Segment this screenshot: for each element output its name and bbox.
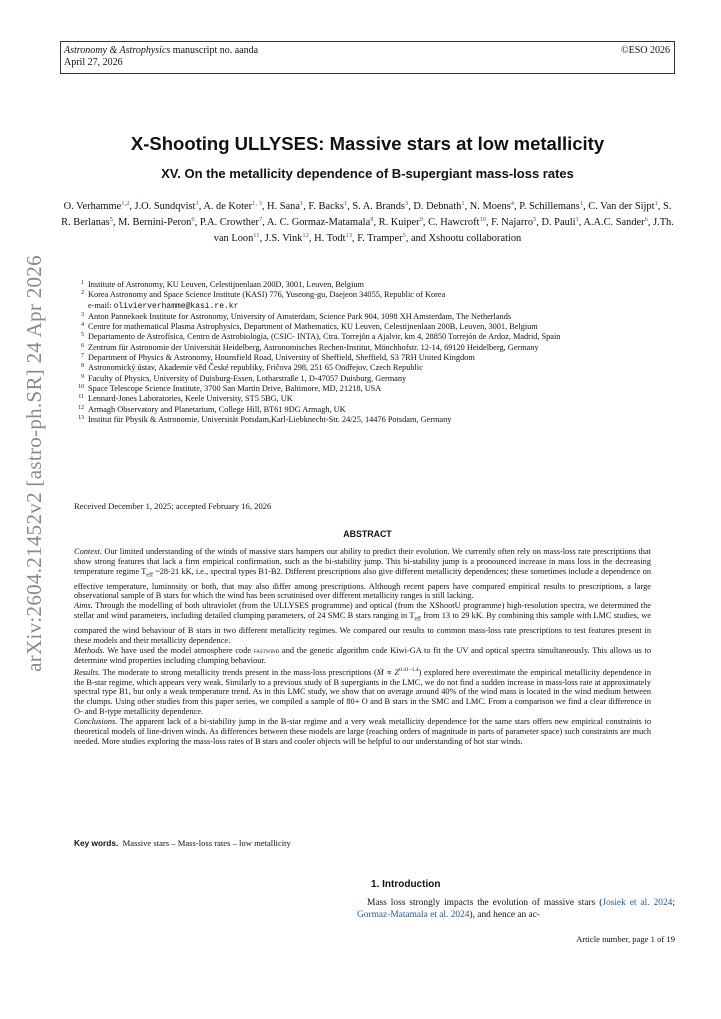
collaboration: and Xshootu collaboration bbox=[411, 233, 522, 244]
author-name: A.A.C. Sander bbox=[583, 217, 645, 228]
affiliation-text: Anton Pannekoek Institute for Astronomy, University of Amsterdam, Science Park 904, 1098 XH Amsterdam, The Netherlands bbox=[88, 311, 512, 321]
author-separator: , bbox=[578, 217, 584, 228]
author-name: R. Kuiper bbox=[378, 217, 420, 228]
affiliation-number: 6 bbox=[81, 342, 84, 349]
section-heading-introduction: 1. Introduction bbox=[371, 879, 441, 890]
affiliation-item bbox=[74, 312, 674, 322]
arxiv-stamp-text: arXiv:2604.21452v2 [astro-ph.SR] 24 Apr 2026 bbox=[21, 254, 46, 672]
keywords-label: Key words. bbox=[74, 838, 119, 848]
author-name: N. Moens bbox=[469, 201, 511, 212]
affiliation-item bbox=[74, 405, 674, 415]
manuscript-header bbox=[60, 41, 675, 74]
author-separator: , bbox=[347, 201, 353, 212]
affiliation-item bbox=[74, 415, 674, 425]
affiliation-marker[interactable]: 1,2 bbox=[121, 200, 130, 207]
keywords-text: Massive stars – Mass-loss rates – low metallicity bbox=[122, 838, 291, 848]
received-dates: Received December 1, 2025; accepted February 16, 2026 bbox=[74, 501, 272, 511]
page-number: Article number, page 1 of 19 bbox=[576, 934, 675, 944]
author-name: F. Backs bbox=[308, 201, 344, 212]
affiliation-marker[interactable]: 1 bbox=[579, 200, 584, 207]
abstract-heading: ABSTRACT bbox=[343, 529, 392, 539]
abstract-body bbox=[74, 547, 651, 747]
author-separator: , bbox=[464, 201, 470, 212]
author-separator: , bbox=[262, 217, 267, 228]
affiliation-marker[interactable]: 1 bbox=[461, 200, 465, 207]
affiliation-text: Armagh Observatory and Planetarium, College Hill, BT61 9DG Armagh, UK bbox=[88, 404, 346, 414]
author-name: P. Schillemans bbox=[519, 201, 580, 212]
intro-separator: ; bbox=[672, 898, 675, 908]
author-separator: , bbox=[485, 217, 492, 228]
author-separator: , bbox=[351, 233, 358, 244]
intro-text: Mass loss strongly impacts the evolution of massive stars ( bbox=[367, 898, 603, 908]
affiliation-text: Institut für Physik & Astronomie, Universität Potsdam,Karl-Liebknecht-Str. 24/25, 14476 Potsdam, Germany bbox=[88, 414, 452, 424]
header-line-1 bbox=[64, 45, 671, 57]
author-name: J.Th. van Loon bbox=[213, 217, 674, 244]
affiliation-marker[interactable]: 8 bbox=[370, 216, 374, 223]
abstract-context bbox=[74, 547, 651, 601]
affiliation-text: Department of Physics & Astronomy, Hounsfield Road, University of Sheffield, Sheffield, S3 7RH United Kingdom bbox=[88, 353, 475, 363]
author-name: P.A. Crowther bbox=[199, 217, 260, 228]
affiliation-number: 9 bbox=[81, 373, 84, 380]
affiliation-list bbox=[74, 280, 674, 425]
affiliation-marker[interactable]: 5 bbox=[533, 216, 537, 223]
affiliation-text: Institute of Astronomy, KU Leuven, Celestijnenlaan 200D, 3001, Leuven, Belgium bbox=[88, 280, 364, 289]
author-separator: , bbox=[422, 217, 429, 228]
author-name: S. R. Berlanas bbox=[61, 201, 672, 228]
author-name: C. Hawcroft bbox=[428, 217, 480, 228]
affiliation-number: 2 bbox=[81, 290, 84, 297]
author-names bbox=[61, 201, 674, 244]
introduction-text bbox=[357, 898, 675, 921]
teff-subscript: eff bbox=[414, 617, 421, 624]
author-separator: , bbox=[373, 217, 379, 228]
affiliation-marker[interactable]: 1, 3 bbox=[252, 200, 262, 207]
abstract-conclusions bbox=[74, 717, 651, 747]
citation-link[interactable]: Josiek et al. 2024 bbox=[602, 898, 673, 908]
author-separator: , bbox=[657, 201, 663, 212]
affiliation-item bbox=[74, 363, 674, 373]
author-separator: , bbox=[198, 201, 204, 212]
affiliation-text: Lennard-Jones Laboratories, Keele University, ST5 5BG, UK bbox=[88, 394, 293, 404]
affiliation-marker[interactable]: 1 bbox=[195, 200, 199, 207]
author-name: D. Pauli bbox=[541, 217, 576, 228]
affiliation-text: Space Telescope Science Institute, 3700 San Martin Drive, Baltimore, MD, 21218, USA bbox=[88, 383, 382, 393]
paper-title: X-Shooting ULLYSES: Massive stars at low metallicity bbox=[130, 133, 605, 154]
teff-subscript: eff bbox=[146, 572, 153, 579]
affiliation-item bbox=[74, 374, 674, 384]
affiliation-item bbox=[74, 290, 674, 300]
methods-label: Methods. bbox=[74, 645, 105, 655]
author-name: A. C. Gormaz-Matamala bbox=[266, 217, 371, 228]
affiliation-text: Zentrum für Astronomie der Universität Heidelberg, Astronomisches Rechen-Institut, Mönchhofstr. 12-14, 69120 Heidelberg, Germany bbox=[88, 342, 539, 352]
affiliation-marker[interactable]: 6 bbox=[191, 216, 195, 223]
aims-label: Aims. bbox=[74, 601, 93, 611]
author-name: S. A. Brands bbox=[352, 201, 405, 212]
affiliation-marker[interactable]: 9 bbox=[419, 216, 423, 223]
copyright-notice: ©ESO 2026 bbox=[621, 45, 670, 56]
context-label: Context. bbox=[74, 547, 103, 556]
results-label: Results. bbox=[74, 667, 101, 677]
affiliation-marker[interactable]: 5 bbox=[402, 232, 406, 239]
affiliation-marker[interactable]: 6 bbox=[644, 216, 648, 223]
affiliation-marker[interactable]: 12 bbox=[302, 232, 309, 239]
author-name: A. de Koter bbox=[203, 201, 253, 212]
affiliation-number: 13 bbox=[78, 414, 84, 421]
author-name: M. Bernini-Peron bbox=[118, 217, 192, 228]
affiliation-marker[interactable]: 13 bbox=[345, 232, 352, 239]
aims-text-2: from 13 to 29 kK. By combining this sample with LMC studies, we compared the wind behaviour of B stars in two different metallicity regimes. We compared our results to common mass-loss rate prescriptions to test features present in these models and their metallicity dependence. bbox=[74, 611, 651, 645]
author-separator: , bbox=[583, 201, 589, 212]
mass-loss-relation: Ṁ ∝ Z bbox=[376, 667, 400, 677]
author-name: H. Todt bbox=[314, 233, 346, 244]
affiliation-marker[interactable]: 5 bbox=[109, 216, 113, 223]
affiliation-marker[interactable]: 11 bbox=[253, 232, 260, 239]
abstract-methods bbox=[74, 646, 651, 666]
affiliation-item bbox=[74, 280, 674, 290]
author-separator: , bbox=[303, 201, 309, 212]
affiliation-text: e-mail: bbox=[88, 300, 114, 310]
author-name: J.S. Vink bbox=[264, 233, 303, 244]
affiliation-text: Korea Astronomy and Space Science Institute (KASI) 776, Yuseong-gu, Daejeon 34055, Republic of Korea bbox=[88, 290, 446, 300]
affiliation-marker[interactable]: 4 bbox=[510, 200, 514, 207]
affiliation-number: 4 bbox=[81, 322, 84, 329]
affiliation-number: 12 bbox=[78, 404, 84, 411]
keywords bbox=[74, 838, 291, 848]
affiliation-number: 1 bbox=[81, 280, 84, 286]
affiliation-text: Departamento de Astrofísica, Centro de Astrobiología, (CSIC- INTA), Ctra. Torrejón a Ajalvir, km 4, 28850 Torrejón de Ardoz, Madrid, Spain bbox=[88, 332, 561, 342]
author-separator: , bbox=[514, 201, 520, 212]
affiliation-number: 10 bbox=[78, 383, 84, 390]
author-name: H. Sana bbox=[267, 201, 300, 212]
author-separator: , bbox=[259, 233, 265, 244]
methods-text-2: and the genetic algorithm code Kiwi-GA to fit the UV and optical spectra simultaneously. This allows us to determine wind properties including clumping behaviour. bbox=[74, 645, 651, 665]
metallicity-exponent: 0.41−1.4 bbox=[399, 666, 419, 673]
email-address[interactable]: olivierverhamme@kasi.re.kr bbox=[113, 301, 239, 311]
affiliation-text: Centre for mathematical Plasma Astrophysics, Department of Mathematics, KU Leuven, Celestijnenlaan 200B, Leuven, 3001, Belgium bbox=[88, 322, 538, 332]
affiliation-number: 3 bbox=[81, 311, 84, 318]
citation-link[interactable]: Gormaz-Matamala et al. 2024 bbox=[357, 909, 470, 920]
manuscript-id: manuscript no. aanda bbox=[170, 45, 259, 56]
methods-text: We have used the model atmosphere code bbox=[104, 645, 254, 655]
affiliation-number: 8 bbox=[81, 363, 84, 370]
affiliation-item bbox=[74, 343, 674, 353]
author-name: J.O. Sundqvist bbox=[134, 201, 196, 212]
affiliation-item bbox=[74, 322, 674, 332]
context-text: Our limited understanding of the winds of massive stars hampers our ability to predict their evolution. We currently often rely on mass-loss rate prescriptions that show strong features that lack a firm empirical confirmation, such as the bi-stability jump. This bi-stability jump is a pronounced increase in mass loss in the decreasing temperature regime T bbox=[74, 547, 651, 576]
affiliation-number: 5 bbox=[81, 332, 84, 339]
author-name: C. Van der Sijpt bbox=[588, 201, 655, 212]
affiliation-marker[interactable]: 1 bbox=[343, 200, 348, 207]
author-separator: , bbox=[536, 217, 542, 228]
affiliation-marker[interactable]: 3 bbox=[404, 200, 409, 207]
affiliation-marker[interactable]: 7 bbox=[259, 216, 263, 223]
author-name: F. Najarro bbox=[491, 217, 534, 228]
intro-text-2: ), and hence an ac- bbox=[469, 909, 540, 920]
author-separator: , bbox=[129, 201, 135, 212]
affiliation-marker[interactable]: 1 bbox=[575, 216, 579, 223]
code-name: fastwind bbox=[253, 645, 280, 655]
affiliation-marker[interactable]: 1 bbox=[299, 200, 304, 207]
results-text: The moderate to strong metallicity trends present in the mass-loss prescriptions ( bbox=[100, 667, 377, 677]
paper-subtitle: XV. On the metallicity dependence of B-supergiant mass-loss rates bbox=[161, 166, 574, 181]
author-separator: , bbox=[194, 217, 200, 228]
author-separator: , bbox=[405, 233, 411, 244]
conclusions-label: Conclusions. bbox=[74, 717, 118, 727]
aims-text: Through the modelling of both ultraviolet (from the ULLYSES programme) and optical (from the XShootU programme) high-resolution spectra, we determined the stellar and wind parameters, including detailed clumping parameters, of 24 SMC B stars ranging in T bbox=[74, 601, 651, 621]
affiliation-item bbox=[74, 332, 674, 342]
abstract-aims bbox=[74, 601, 651, 645]
affiliation-marker[interactable]: 10 bbox=[479, 216, 486, 223]
affiliation-item bbox=[74, 384, 674, 394]
author-separator: , bbox=[112, 217, 119, 228]
author-name: O. Verhamme bbox=[63, 201, 122, 212]
abstract-results bbox=[74, 666, 651, 718]
context-text-2: ~28-21 kK, i.e., spectral types B1-B2. Different prescriptions also give different metallicity dependences; these sometimes include a dependence on effective temperature, luminosity or both, that may also differ among prescriptions. Although recent papers have compared empirical results to prescriptions, a large observational sample of B stars for which the wind has been scrutinised over different metallicity ranges is still lacking. bbox=[74, 566, 651, 601]
journal-name: Astronomy & Astrophysics bbox=[64, 45, 171, 56]
author-separator: , bbox=[647, 217, 654, 228]
affiliation-item bbox=[74, 353, 674, 363]
affiliation-marker[interactable]: 1 bbox=[654, 200, 658, 207]
affiliation-item bbox=[74, 301, 674, 312]
author-name: F. Tramper bbox=[357, 233, 403, 244]
arxiv-stamp bbox=[10, 254, 58, 672]
author-name: D. Debnath bbox=[413, 201, 462, 212]
affiliation-number: 11 bbox=[78, 394, 84, 401]
author-list bbox=[60, 199, 675, 247]
conclusions-text: The apparent lack of a bi-stability jump in the B-star regime and a very weak metallicity dependence for the same stars offers new empirical constraints to theoretical models of line-driven winds. As differences between these models are large (reaching orders of magnitude in parts of parameter space) such constraints are much needed. More studies exploring the mass-loss rates of B stars and cooler objects will be helpful to our understanding of hot star winds. bbox=[74, 717, 651, 747]
author-separator: , bbox=[308, 233, 315, 244]
affiliation-number: 7 bbox=[81, 353, 84, 360]
affiliation-text: Faculty of Physics, University of Duisburg-Essen, Lotharstraße 1, D-47057 Duisburg, Germany bbox=[88, 373, 407, 383]
header-date: April 27, 2026 bbox=[64, 57, 123, 68]
affiliation-text: Astronomický ústav, Akademie věd České republiky, Fričova 298, 251 65 Ondřejov, Czech Republic bbox=[88, 363, 423, 373]
author-separator: , bbox=[408, 201, 414, 212]
author-separator: , bbox=[261, 201, 268, 212]
affiliation-item bbox=[74, 394, 674, 404]
results-text-2: ) explored here overestimate the empirical metallicity dependence in the B-star regime, which appears very weak. Similarly to a previous study of B supergiants in the LMC, we do not find a sudden increase in mass-loss rate at approximately spectral type B1, but only a weak temperature trend. As in this LMC study, we show that on average around 40% of the wind mass is located in the wind medium between the clumps. Using other studies from this paper series, we compiled a sample of 80+ O and B stars in the SMC and LMC. From a comparison we find a clear difference in O- and B-type metallicity dependence. bbox=[74, 667, 651, 717]
